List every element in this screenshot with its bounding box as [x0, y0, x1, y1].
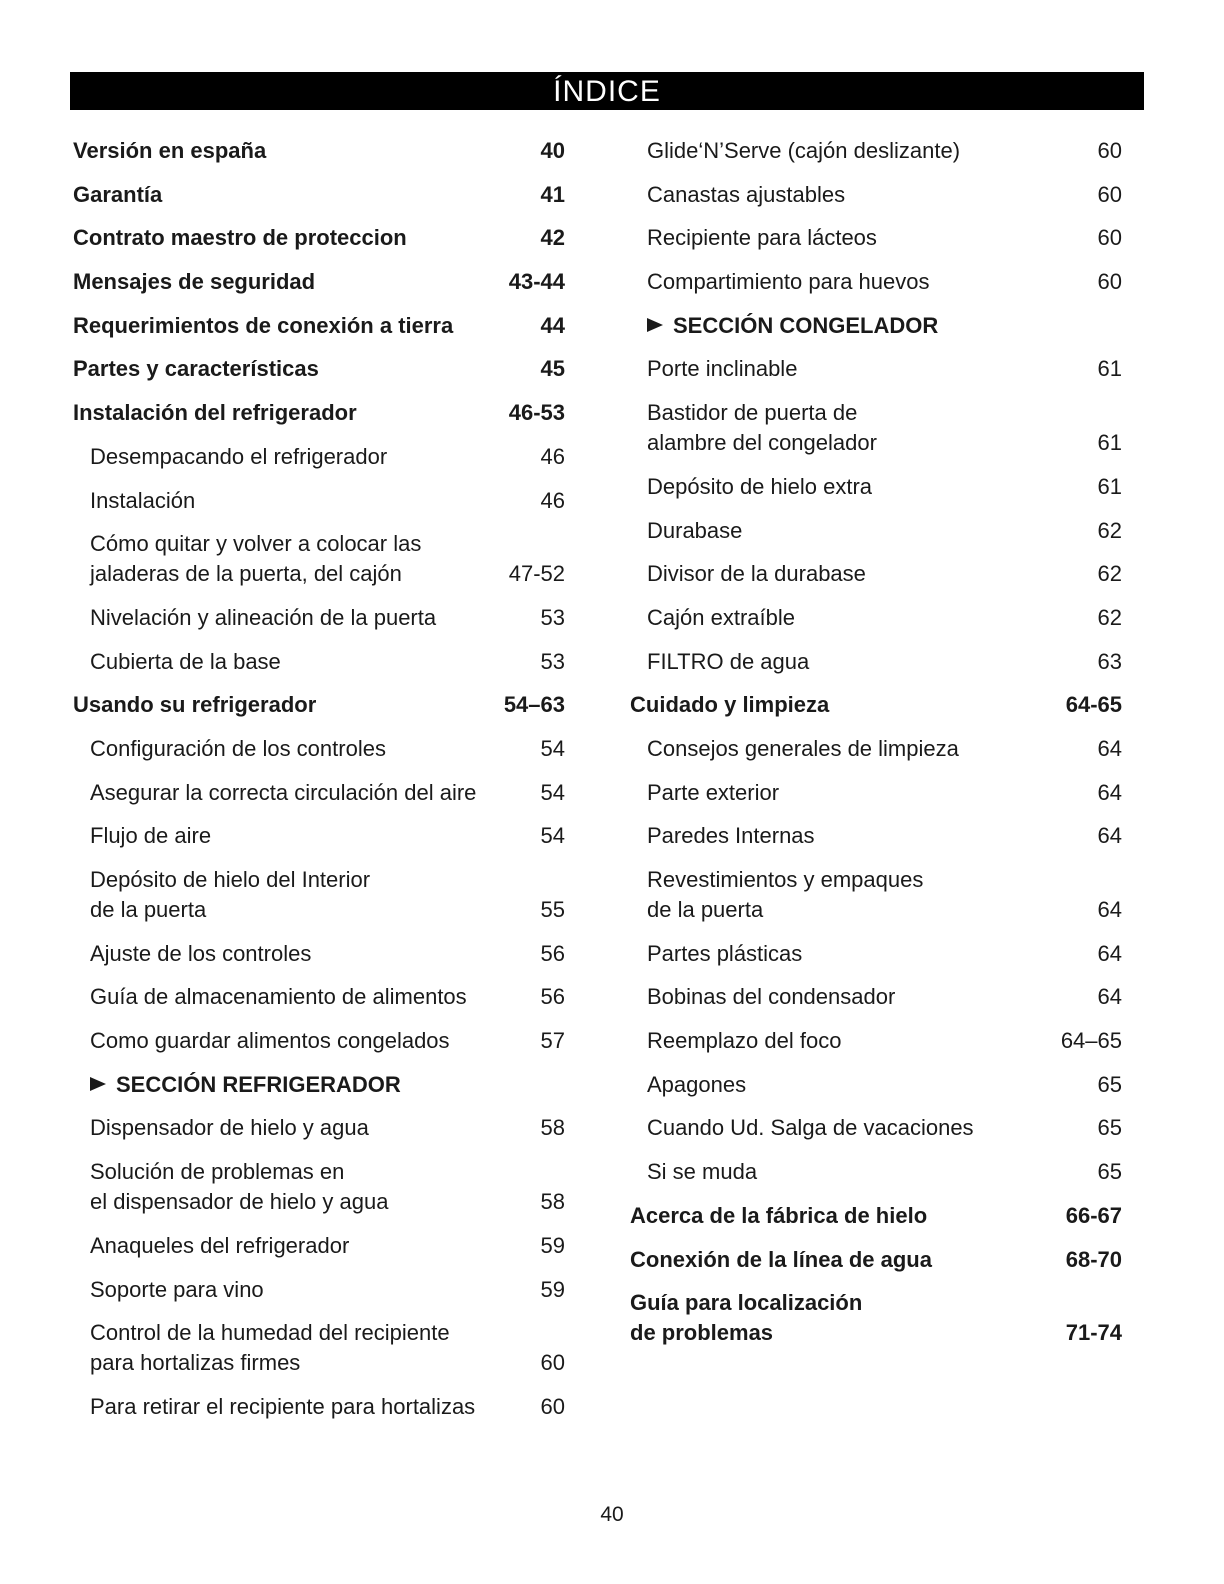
toc-entry-label: Canastas ajustables [647, 181, 846, 207]
toc-page-number: 54–63 [503, 692, 565, 718]
toc-page-number: 64 [1097, 779, 1122, 805]
toc-entry [73, 603, 565, 633]
toc-page-number: 57 [540, 1028, 565, 1054]
toc-heading [630, 1245, 1122, 1275]
toc-entry-label: Partes plásticas [647, 940, 803, 966]
toc-page-number: 56 [540, 940, 565, 966]
toc-page-number: 64–65 [1060, 1028, 1122, 1054]
toc-page-number: 61 [1097, 356, 1122, 382]
toc-entry [630, 939, 1122, 969]
toc-entry-label: Desempacando el refrigerador [90, 443, 388, 469]
toc-entry [73, 821, 565, 851]
toc-entry-label: Si se muda [647, 1159, 758, 1185]
toc-entry-label: Anaqueles del refrigerador [90, 1232, 350, 1258]
toc-entry-label: Bastidor de puerta de alambre del congelador [647, 400, 877, 456]
toc-entry-label: Apagones [647, 1071, 747, 1097]
toc-entry [73, 1157, 565, 1217]
toc-page-number: 68-70 [1065, 1246, 1122, 1272]
toc-entry [630, 821, 1122, 851]
toc-entry [630, 398, 1122, 458]
toc-entry [73, 939, 565, 969]
toc-page-number: 64 [1097, 897, 1122, 922]
toc-entry [630, 647, 1122, 677]
toc-entry-label: Nivelación y alineación de la puerta [90, 604, 437, 630]
toc-entry-label: Guía para localización de problemas [630, 1290, 863, 1346]
toc-entry [73, 1231, 565, 1261]
toc-entry [73, 1026, 565, 1056]
section-label: SECCIÓN CONGELADOR [673, 312, 939, 338]
toc-entry [73, 442, 565, 472]
toc-page-number: 60 [1097, 225, 1122, 251]
toc-entry [630, 1157, 1122, 1187]
toc-entry-label [90, 1070, 401, 1100]
toc-page-number: 60 [1097, 269, 1122, 295]
toc-page-number: 46-53 [508, 400, 565, 426]
toc-right-column [630, 136, 1122, 1362]
toc-entry [73, 529, 565, 589]
toc-heading [630, 690, 1122, 720]
toc-section-marker [73, 1070, 565, 1100]
toc-entry-label: Cubierta de la base [90, 648, 281, 674]
toc-entry-label: Reemplazo del foco [647, 1028, 842, 1054]
toc-entry-label: Parte exterior [647, 779, 780, 805]
toc-page-number: 62 [1097, 561, 1122, 587]
toc-entry-label: Depósito de hielo del Interior de la puerta [90, 867, 371, 922]
toc-entry [630, 354, 1122, 384]
toc-page-number: 63 [1097, 648, 1122, 674]
toc-entry-label: Depósito de hielo extra [647, 473, 873, 499]
toc-page-number: 54 [540, 735, 565, 761]
toc-entry-label: Requerimientos de conexión a tierra [73, 312, 454, 338]
toc-heading [73, 690, 565, 720]
toc-page-number: 55 [540, 897, 565, 922]
toc-entry-label: Consejos generales de limpieza [647, 735, 959, 761]
toc-entry-label: Ajuste de los controles [90, 940, 312, 966]
toc-heading [73, 136, 565, 166]
toc-entry [630, 559, 1122, 589]
toc-entry-label: Como guardar alimentos congelados [90, 1028, 450, 1054]
toc-entry-label: Instalación del refrigerador [73, 400, 357, 426]
toc-entry [630, 1026, 1122, 1056]
toc-entry [73, 1113, 565, 1143]
toc-page-number: 64 [1097, 940, 1122, 966]
toc-entry-label: Configuración de los controles [90, 735, 386, 761]
toc-page-number: 58 [540, 1115, 565, 1141]
toc-entry [73, 1318, 565, 1378]
toc-page-number: 59 [540, 1276, 565, 1302]
toc-entry-label: Usando su refrigerador [73, 692, 317, 718]
toc-page-number: 64 [1097, 823, 1122, 849]
toc-entry-label: Mensajes de seguridad [73, 269, 316, 295]
toc-page-number: 64-65 [1065, 692, 1122, 718]
toc-entry [630, 865, 1122, 925]
toc-page-number: 53 [540, 604, 565, 630]
toc-page-number: 62 [1097, 517, 1122, 543]
toc-entry-label: Versión en españa [73, 138, 267, 163]
toc-entry-label: Porte inclinable [647, 356, 798, 382]
toc-entry-label: Acerca de la fábrica de hielo [630, 1202, 928, 1228]
toc-entry-label: Divisor de la durabase [647, 561, 866, 587]
toc-page-number: 64 [1097, 984, 1122, 1010]
toc-entry-label: FILTRO de agua [647, 648, 810, 674]
toc-entry [73, 982, 565, 1012]
toc-page-number: 60 [1097, 138, 1122, 163]
toc-page-number: 61 [1097, 430, 1122, 456]
toc-left-column [73, 136, 565, 1436]
toc-entry [73, 1392, 565, 1422]
toc-page-number: 65 [1097, 1115, 1122, 1141]
toc-page-number: 47-52 [508, 561, 565, 587]
toc-entry-label: Bobinas del condensador [647, 984, 896, 1010]
toc-entry-label: Recipiente para lácteos [647, 225, 877, 251]
toc-page-number: 43-44 [508, 269, 565, 295]
toc-entry-label: Compartimiento para huevos [647, 269, 930, 295]
toc-entry-label: Flujo de aire [90, 823, 212, 849]
toc-page-number: 59 [540, 1232, 565, 1258]
toc-page-number: 46 [540, 443, 565, 469]
toc-entry-label: Conexión de la línea de agua [630, 1246, 932, 1272]
toc-page-number: 41 [540, 181, 565, 207]
toc-entry [630, 734, 1122, 764]
page-number: 40 [600, 1503, 624, 1526]
toc-entry-label: Cómo quitar y volver a colocar las jaladeras de la puerta, del cajón [90, 531, 422, 587]
toc-page-number: 54 [540, 823, 565, 849]
toc-entry-label: Contrato maestro de proteccion [73, 225, 407, 251]
toc-page-number: 62 [1097, 604, 1122, 630]
toc-entry [630, 472, 1122, 502]
toc-entry-label [647, 311, 938, 341]
toc-heading [73, 398, 565, 428]
toc-entry-label: Soporte para vino [90, 1276, 264, 1302]
toc-page-number: 66-67 [1065, 1202, 1122, 1228]
toc-entry-label: Para retirar el recipiente para hortalizas [90, 1393, 476, 1419]
toc-entry-label: Instalación [90, 487, 196, 513]
toc-heading [630, 1288, 1122, 1348]
toc-entry-label: Asegurar la correcta circulación del aire [90, 779, 477, 805]
toc-entry [73, 778, 565, 808]
toc-entry-label: Glide‘N’Serve (cajón deslizante) [647, 138, 961, 163]
toc-page-number: 45 [540, 356, 565, 382]
toc-heading [73, 180, 565, 210]
toc-page-number: 46 [540, 487, 565, 513]
toc-entry [73, 647, 565, 677]
toc-entry-label: Guía de almacenamiento de alimentos [90, 984, 467, 1010]
toc-entry [630, 136, 1122, 166]
toc-heading [73, 311, 565, 341]
toc-entry [630, 267, 1122, 297]
toc-page-number: 65 [1097, 1159, 1122, 1185]
toc-entry [630, 778, 1122, 808]
toc-page-number: 40 [540, 138, 565, 163]
toc-entry [73, 865, 565, 925]
toc-page-number: 56 [540, 984, 565, 1010]
toc-page-number: 44 [540, 312, 565, 338]
section-label: SECCIÓN REFRIGERADOR [116, 1071, 401, 1097]
toc-heading [73, 267, 565, 297]
triangle-arrow-icon [90, 1077, 106, 1091]
toc-page-number: 60 [1097, 181, 1122, 207]
toc-entry-label: Revestimientos y empaques de la puerta [647, 867, 924, 922]
toc-entry-label: Dispensador de hielo y agua [90, 1115, 369, 1141]
toc-entry [630, 180, 1122, 210]
toc-entry-label: Partes y características [73, 356, 319, 382]
toc-entry [630, 982, 1122, 1012]
toc-heading [73, 223, 565, 253]
toc-entry-label: Cuando Ud. Salga de vacaciones [647, 1115, 974, 1141]
toc-entry-label: Cajón extraíble [647, 604, 795, 630]
toc-page-number: 54 [540, 779, 565, 805]
toc-page-number: 61 [1097, 473, 1122, 499]
toc-page-number: 71-74 [1065, 1320, 1122, 1346]
toc-entry [630, 603, 1122, 633]
toc-page-number: 58 [540, 1189, 565, 1215]
toc-entry-label: Control de la humedad del recipiente para hortalizas firmes [90, 1320, 450, 1376]
toc-heading [630, 1201, 1122, 1231]
toc-page-number: 60 [540, 1350, 565, 1376]
toc-entry [73, 734, 565, 764]
toc-entry [73, 486, 565, 516]
toc-entry [630, 223, 1122, 253]
toc-entry-label: Durabase [647, 517, 743, 543]
toc-page-number: 65 [1097, 1071, 1122, 1097]
toc-page-number: 42 [540, 225, 565, 251]
toc-page-number: 60 [540, 1393, 565, 1419]
toc-entry-label: Paredes Internas [647, 823, 815, 849]
index-title: ÍNDICE [70, 72, 1144, 110]
toc-heading [73, 354, 565, 384]
toc-entry [73, 1275, 565, 1305]
toc-entry-label: Cuidado y limpieza [630, 692, 830, 718]
toc-section-marker [630, 311, 1122, 341]
toc-page-number: 64 [1097, 735, 1122, 761]
toc-entry [630, 1070, 1122, 1100]
toc-entry [630, 516, 1122, 546]
toc-entry-label: Solución de problemas en el dispensador de hielo y agua [90, 1159, 389, 1215]
toc-entry [630, 1113, 1122, 1143]
toc-entry-label: Garantía [73, 181, 163, 207]
toc-page-number: 53 [540, 648, 565, 674]
triangle-arrow-icon [647, 318, 663, 332]
